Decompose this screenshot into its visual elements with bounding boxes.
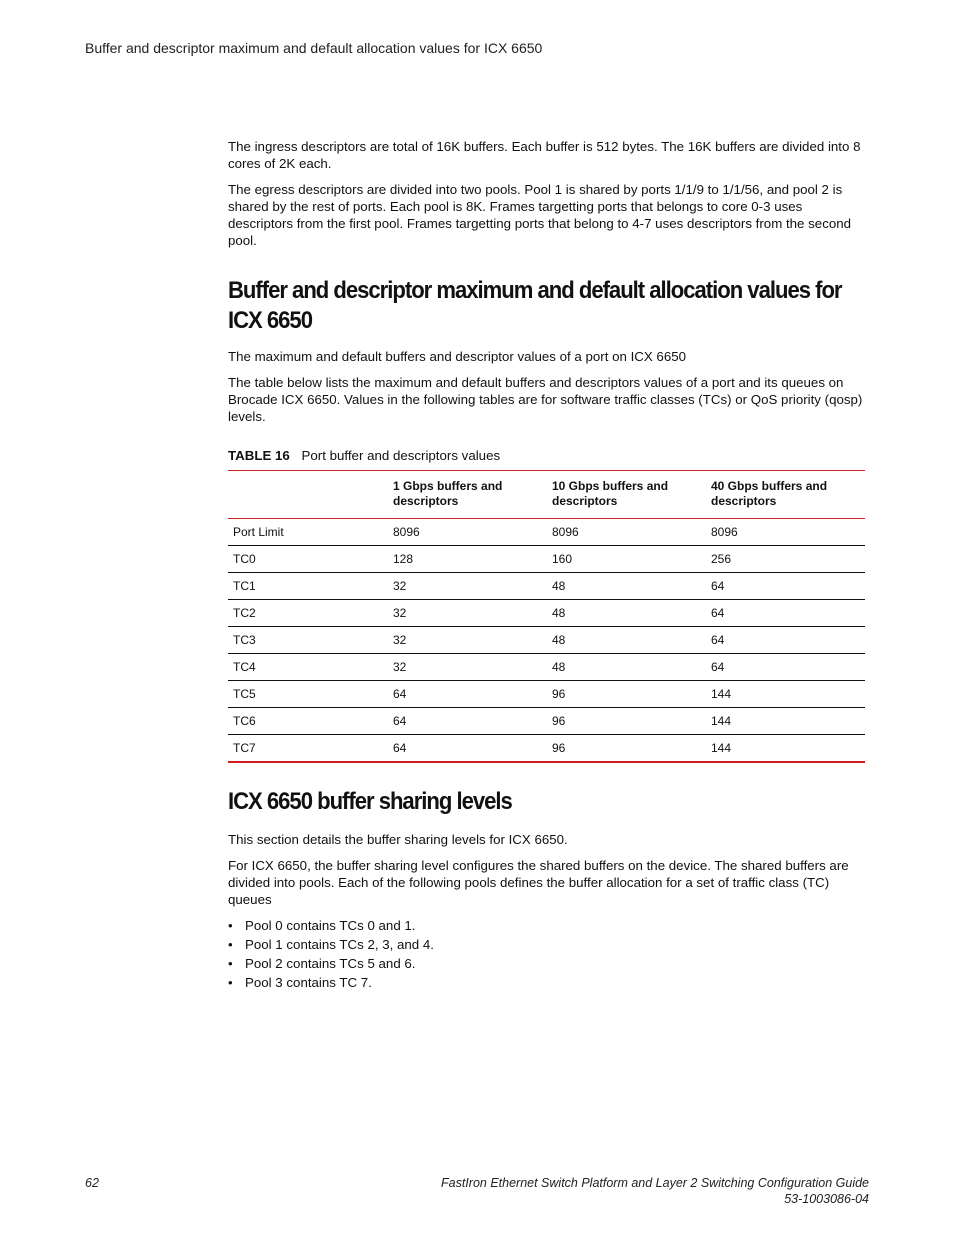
footer-doc-number: 53-1003086-04 <box>784 1192 869 1206</box>
table-cell-label: Port Limit <box>233 525 284 539</box>
running-header: Buffer and descriptor maximum and default allocation values for ICX 6650 <box>85 40 543 56</box>
list-item <box>228 955 865 972</box>
table-cell-label: TC2 <box>233 606 256 620</box>
list-item <box>228 917 865 934</box>
table-cell-label: TC4 <box>233 660 256 674</box>
table-cell: 128 <box>393 552 414 566</box>
list-item-text: Pool 1 contains TCs 2, 3, and 4. <box>245 937 434 952</box>
table-row <box>228 519 865 546</box>
intro-paragraph-2: The egress descriptors are divided into two pools. Pool 1 is shared by ports 1/1/9 to 1/1/56, and pool 2 is shared by the rest of ports. Each pool is 8K. Frames targetting ports that belongs to core 0-3 uses descriptors from the first pool. Frames targetting ports that belong to 4-7 uses descriptors from the second pool. <box>228 182 852 248</box>
list-item-text: Pool 2 contains TCs 5 and 6. <box>245 956 416 971</box>
table-row <box>228 735 865 763</box>
table-cell: 96 <box>552 687 566 701</box>
table-header-row <box>228 471 865 519</box>
table-header-10gbps: 10 Gbps buffers and descriptors <box>552 479 669 508</box>
table-row <box>228 681 865 708</box>
sharing-paragraph-2: For ICX 6650, the buffer sharing level configures the shared buffers on the device. The shared buffers are divided into pools. Each of the following pools defines the buffer allocation for a set of traffic class (TC) queues <box>228 858 849 907</box>
table-row <box>228 600 865 627</box>
table-cell: 64 <box>711 633 725 647</box>
bullet-dot: • <box>228 956 233 971</box>
bullet-dot: • <box>228 918 233 933</box>
allocation-paragraph-1: The maximum and default buffers and descriptor values of a port on ICX 6650 <box>228 349 687 364</box>
table-cell: 256 <box>711 552 732 566</box>
table-cell-label: TC6 <box>233 714 256 728</box>
table-caption <box>228 447 865 464</box>
table-cell-label: TC3 <box>233 633 256 647</box>
table-cell: 64 <box>711 660 725 674</box>
table-cell-label: TC0 <box>233 552 256 566</box>
table-cell: 64 <box>711 579 725 593</box>
table-cell: 48 <box>552 660 566 674</box>
table-row <box>228 708 865 735</box>
table-cell: 96 <box>552 741 566 755</box>
allocation-paragraph-2: The table below lists the maximum and default buffers and descriptors values of a port and its queues on Brocade ICX 6650. Values in the following tables are for software traffic classes (TCs) or QoS priority (qosp) levels. <box>228 375 863 424</box>
table-row <box>228 654 865 681</box>
table-cell: 8096 <box>552 525 579 539</box>
table-cell: 64 <box>711 606 725 620</box>
sharing-paragraph-1: This section details the buffer sharing levels for ICX 6650. <box>228 832 568 847</box>
table-cell-label: TC5 <box>233 687 256 701</box>
table-cell: 144 <box>711 741 732 755</box>
section-heading-sharing: ICX 6650 buffer sharing levels <box>228 788 512 815</box>
table-cell: 32 <box>393 660 407 674</box>
bullet-dot: • <box>228 975 233 990</box>
table-cell: 32 <box>393 579 407 593</box>
list-item <box>228 936 865 953</box>
table-cell: 144 <box>711 714 732 728</box>
table-row <box>228 627 865 654</box>
table-title: Port buffer and descriptors values <box>301 448 501 463</box>
table-cell: 64 <box>393 714 407 728</box>
footer-page-number: 62 <box>85 1176 99 1190</box>
table-cell-label: TC1 <box>233 579 256 593</box>
table-number: TABLE 16 <box>228 448 290 463</box>
table-cell-label: TC7 <box>233 741 256 755</box>
list-item-text: Pool 0 contains TCs 0 and 1. <box>245 918 416 933</box>
bullet-dot: • <box>228 937 233 952</box>
port-buffer-table <box>228 470 865 763</box>
table-cell: 48 <box>552 606 566 620</box>
table-header-40gbps: 40 Gbps buffers and descriptors <box>711 479 828 508</box>
table-header-1gbps: 1 Gbps buffers and descriptors <box>393 479 503 508</box>
page-content <box>228 138 865 993</box>
footer-doc-info <box>441 1175 869 1207</box>
table-row <box>228 546 865 573</box>
table-cell: 144 <box>711 687 732 701</box>
table-cell: 32 <box>393 633 407 647</box>
table-cell: 96 <box>552 714 566 728</box>
table-cell: 64 <box>393 741 407 755</box>
table-cell: 64 <box>393 687 407 701</box>
table-cell: 160 <box>552 552 573 566</box>
footer-guide-title: FastIron Ethernet Switch Platform and Layer 2 Switching Configuration Guide <box>441 1176 869 1190</box>
list-item <box>228 974 865 991</box>
table-cell: 48 <box>552 633 566 647</box>
intro-paragraph-1: The ingress descriptors are total of 16K buffers. Each buffer is 512 bytes. The 16K buffers are divided into 8 cores of 2K each. <box>228 139 861 171</box>
table-row <box>228 573 865 600</box>
pool-list <box>228 917 865 991</box>
section-heading-allocation: Buffer and descriptor maximum and default allocation values for ICX 6650 <box>228 277 842 334</box>
table-cell: 48 <box>552 579 566 593</box>
table-cell: 32 <box>393 606 407 620</box>
table-header-blank <box>228 471 388 519</box>
list-item-text: Pool 3 contains TC 7. <box>245 975 372 990</box>
table-cell: 8096 <box>393 525 420 539</box>
table-cell: 8096 <box>711 525 738 539</box>
